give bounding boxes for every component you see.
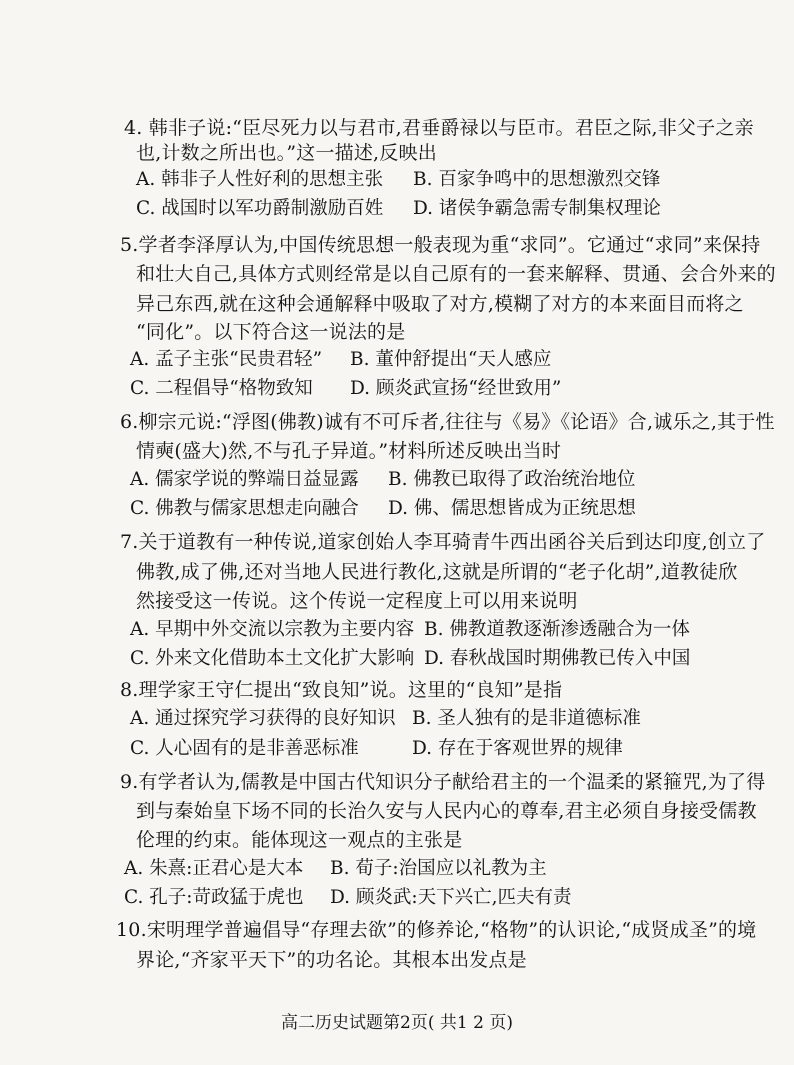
question-5-line-1: 5.学者李泽厚认为,中国传统思想一般表现为重“求同”。它通过“求同”来保持 bbox=[120, 234, 761, 256]
question-6-line-2: 情奭(盛大)然,不与孔子异道。”材料所述反映出当时 bbox=[136, 440, 562, 462]
question-7-line-1: 7.关于道教有一种传说,道家创始人李耳骑青牛西出函谷关后到达印度,创立了 bbox=[120, 531, 766, 553]
question-7-line-3: 然接受这一传说。这个传说一定程度上可以用来说明 bbox=[136, 590, 578, 612]
question-4-option-c: C. 战国时以军功爵制激励百姓 bbox=[136, 198, 384, 219]
question-4-line-2: 也,计数之所出也。”这一描述,反映出 bbox=[136, 142, 437, 164]
question-8-option-a: A. 通过探究学习获得的良好知识 bbox=[130, 708, 396, 729]
question-9-line-3: 伦理的约束。能体现这一观点的主张是 bbox=[136, 829, 463, 851]
question-7-option-b: B. 佛教道教逐渐渗透融合为一体 bbox=[424, 619, 690, 640]
question-8-option-c: C. 人心固有的是非善恶标准 bbox=[130, 738, 359, 759]
question-4-option-b: B. 百家争鸣中的思想激烈交锋 bbox=[413, 169, 661, 190]
question-5-option-b: B. 董仲舒提出“天人感应 bbox=[350, 349, 552, 370]
question-6-option-b: B. 佛教已取得了政治统治地位 bbox=[388, 469, 636, 490]
question-8-option-b: B. 圣人独有的是非道德标准 bbox=[412, 708, 641, 729]
question-9-line-1: 9.有学者认为,儒教是中国古代知识分子献给君主的一个温柔的紧箍咒,为了得 bbox=[120, 771, 766, 793]
question-10-line-2: 界论,“齐家平天下”的功名论。其根本出发点是 bbox=[136, 949, 527, 971]
question-9-option-d: D. 顾炎武:天下兴亡,匹夫有责 bbox=[330, 887, 572, 908]
question-5-option-a: A. 孟子主张“民贵君轻” bbox=[130, 349, 323, 370]
question-9-line-2: 到与秦始皇下场不同的长治久安与人民内心的尊奉,君主必须自身接受儒教 bbox=[136, 800, 757, 822]
question-5-option-d: D. 顾炎武宣扬“经世致用” bbox=[350, 378, 562, 399]
question-5-option-c: C. 二程倡导“格物致知 bbox=[130, 378, 313, 399]
question-5-line-4: “同化”。以下符合这一说法的是 bbox=[136, 321, 406, 343]
question-9-option-c: C. 孔子:苛政猛于虎也 bbox=[124, 887, 304, 908]
question-4-option-d: D. 诸侯争霸急需专制集权理论 bbox=[413, 198, 661, 219]
question-8-option-d: D. 存在于客观世界的规律 bbox=[412, 738, 623, 759]
question-9-option-b: B. 荀子:治国应以礼教为主 bbox=[330, 858, 547, 879]
question-4-line-1: 4. 韩非子说:“臣尽死力以与君市,君垂爵禄以与臣市。君臣之际,非父子之亲 bbox=[124, 117, 754, 139]
question-6-option-d: D. 佛、儒思想皆成为正统思想 bbox=[388, 498, 636, 519]
question-8-line-1: 8.理学家王守仁提出“致良知”说。这里的“良知”是指 bbox=[120, 679, 563, 701]
question-9-option-a: A. 朱熹:正君心是大本 bbox=[124, 858, 304, 879]
question-7-option-c: C. 外来文化借助本土文化扩大影响 bbox=[130, 648, 415, 669]
question-4-option-a: A. 韩非子人性好利的思想主张 bbox=[136, 169, 384, 190]
question-5-line-2: 和壮大自己,具体方式则经常是以自己原有的一套来解释、贯通、会合外来的 bbox=[136, 263, 776, 285]
question-6-line-1: 6.柳宗元说:“浮图(佛教)诚有不可斥者,往往与《易》《论语》合,诚乐之,其于性 bbox=[120, 411, 775, 433]
page-footer: 高二历史试题第2页( 共1 2 页) bbox=[281, 1013, 513, 1033]
question-7-option-d: D. 春秋战国时期佛教已传入中国 bbox=[424, 648, 691, 669]
question-5-line-3: 异己东西,就在这种会通解释中吸取了对方,模糊了对方的本来面目而将之 bbox=[136, 293, 744, 315]
question-10-line-1: 10.宋明理学普遍倡导“存理去欲”的修养论,“格物”的认识论,“成贤成圣”的境 bbox=[116, 919, 757, 941]
question-7-line-2: 佛教,成了佛,还对当地人民进行教化,这就是所谓的“老子化胡”,道教徒欣 bbox=[136, 561, 738, 583]
question-7-option-a: A. 早期中外交流以宗教为主要内容 bbox=[130, 619, 415, 640]
question-6-option-a: A. 儒家学说的弊端日益显露 bbox=[130, 469, 359, 490]
question-6-option-c: C. 佛教与儒家思想走向融合 bbox=[130, 498, 359, 519]
